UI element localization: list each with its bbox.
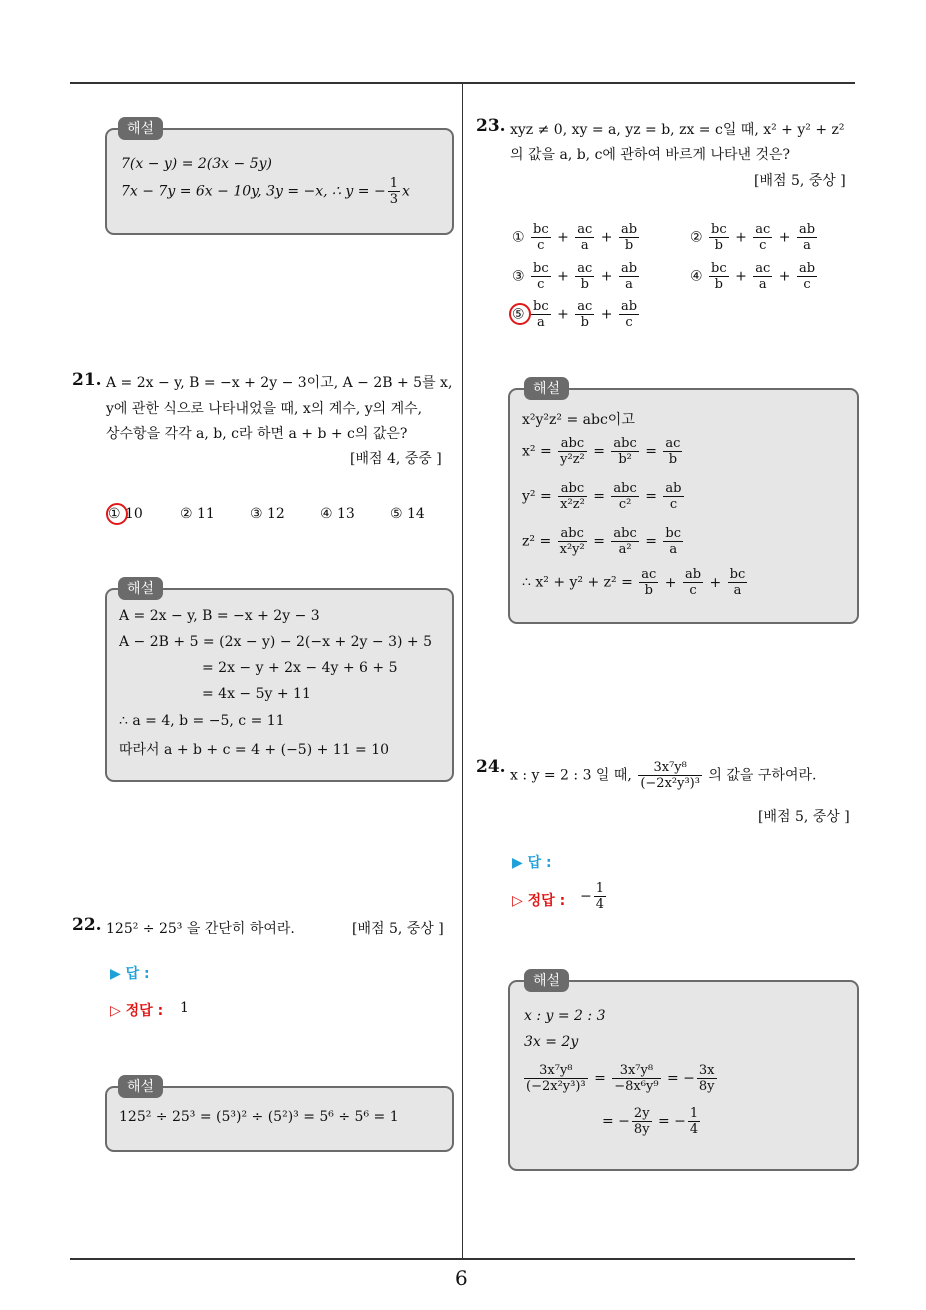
q21-solution-line3: = 2x − y + 2x − 4y + 6 + 5	[202, 660, 398, 676]
fraction: $\frac{ac}{b}$	[665, 436, 681, 467]
fraction: $\frac{bc}{a}$	[533, 299, 549, 330]
fraction: $\frac{ab}{c}$	[684, 567, 702, 598]
q21-choice-1[interactable]: ① 10	[108, 506, 143, 522]
q20-solution-line2-text: 7x − 7y = 6x − 10y, 3y = −x, ∴ y = −	[121, 183, 386, 200]
fraction: $\frac{ac}{b}$	[577, 299, 593, 330]
bottom-rule	[70, 1258, 855, 1260]
q21-solution-tag: 해설	[118, 577, 163, 600]
q20-solution-line1: 7(x − y) = 2(3x − 5y)	[121, 156, 272, 172]
fraction: $\frac{ac}{b}$	[577, 261, 593, 292]
q21-solution-line2: A − 2B + 5 = (2x − y) − 2(−x + 2y − 3) + 5	[119, 634, 432, 650]
q21-choice-2[interactable]: ② 11	[180, 506, 215, 522]
q21-solution-line6: 따라서 a + b + c = 4 + (−5) + 11 = 10	[119, 742, 390, 758]
q23-choice-2[interactable]: ② $\frac{bc}{b}$ + $\frac{ac}{c}$ + $\frac{ab}{a}$	[690, 222, 816, 253]
fraction: $\frac{\text{abc}}{\text{c²}}$	[613, 481, 637, 512]
q21-text-line3: 상수항을 각각 a, b, c라 하면 a + b + c의 값은?	[106, 426, 408, 442]
q23-choice-3[interactable]: ③ $\frac{bc}{c}$ + $\frac{ac}{b}$ + $\frac{ab}{a}$	[512, 261, 638, 292]
q23-solution-last-terms: $\frac{ac}{b}$ + $\frac{ab}{c}$ + $\frac{bc}{a}$	[641, 567, 746, 598]
q23-text-line2: 의 값을 a, b, c에 관하여 바르게 나타낸 것은?	[510, 147, 791, 163]
q24-solution-line2: 3x = 2y	[524, 1034, 579, 1050]
q24-score: [배점 5, 중상 ]	[758, 809, 850, 825]
q23-text-line1: xyz ≠ 0, xy = a, yz = b, zx = c일 때, x² + y² + z²	[510, 122, 845, 138]
q21-text-line1: A = 2x − y, B = −x + 2y − 3이고, A − 2B + 5를 x,	[106, 375, 453, 391]
q22-score: [배점 5, 중상 ]	[352, 921, 444, 937]
fraction: $\frac{ab}{c}$	[620, 299, 638, 330]
fraction: $\frac{\text{abc}}{\text{y²z²}}$	[560, 436, 585, 467]
q23-choice-5[interactable]: ⑤ $\frac{bc}{a}$ + $\frac{ac}{b}$ + $\frac{ab}{c}$	[512, 299, 638, 330]
q21-number: 21.	[72, 370, 102, 390]
q22-answer-label: ▶ 답 :	[110, 966, 150, 982]
q21-choice-5[interactable]: ⑤ 14	[390, 506, 425, 522]
q21-choice-4[interactable]: ④ 13	[320, 506, 355, 522]
fraction: $\frac{\text{abc}}{\text{a²}}$	[613, 526, 637, 557]
fraction: $\frac{bc}{a}$	[665, 526, 681, 557]
q22-solution-tag: 해설	[118, 1075, 163, 1098]
fraction: $\frac{ac}{a}$	[577, 222, 593, 253]
q24-question-fraction: $\frac{\text{3x⁷y⁸}}{\text{(−2x²y³)³}}$	[640, 760, 700, 791]
fraction: $\frac{ab}{a}$	[620, 261, 638, 292]
fraction: $\frac{ab}{b}$	[620, 222, 638, 253]
fraction: $\frac{bc}{c}$	[533, 222, 549, 253]
fraction: $\frac{ab}{a}$	[798, 222, 816, 253]
q24-text	[510, 760, 856, 791]
q24-answer-label: ▶ 답 :	[512, 855, 552, 871]
q23-choice-1[interactable]: ① $\frac{bc}{c}$ + $\frac{ac}{a}$ + $\frac{ab}{b}$	[512, 222, 638, 253]
q21-solution-line1: A = 2x − y, B = −x + 2y − 3	[119, 608, 320, 624]
q24-solution-tag: 해설	[524, 969, 569, 992]
q24-text-a: x : y = 2 : 3 일 때,	[510, 767, 632, 784]
q21-choice-3[interactable]: ③ 12	[250, 506, 285, 522]
q24-text-b: 의 값을 구하여라.	[708, 767, 817, 784]
fraction: $\frac{bc}{c}$	[533, 261, 549, 292]
q24-correct-fraction: $\frac{1}{4}$	[595, 881, 605, 912]
fraction: $\frac{bc}{b}$	[711, 222, 727, 253]
q24-correct-value: − $\frac{1}{4}$	[580, 881, 605, 912]
q23-solution-row-2: y² = $\frac{\text{abc}}{\text{x²z²}}$ = $\frac{\text{abc}}{\text{c²}}$ = $\frac{ab}{c}$	[522, 481, 682, 512]
q23-solution-row-1: x² = $\frac{\text{abc}}{\text{y²z²}}$ = $\frac{\text{abc}}{\text{b²}}$ = $\frac{ac}{b}$	[522, 436, 681, 467]
q23-score: [배점 5, 중상 ]	[754, 173, 846, 189]
q23-solution-last	[522, 567, 749, 598]
fraction: $\frac{ab}{c}$	[665, 481, 682, 512]
q23-solution-tag: 해설	[524, 377, 569, 400]
q24-number: 24.	[476, 757, 506, 777]
q20-fraction: $\frac{1}{3}$	[389, 176, 398, 207]
page-number: 6	[455, 1266, 468, 1290]
fraction: $\frac{bc}{b}$	[711, 261, 727, 292]
q20-solution-line2: 7x − 7y = 6x − 10y, 3y = −x, ∴ y = − $\frac{1}{3}$ x	[121, 176, 410, 207]
q21-solution-line4: = 4x − 5y + 11	[202, 686, 311, 702]
q22-correct-value: 1	[180, 1000, 189, 1016]
q24-solution-line3: $\frac{\text{3x⁷y⁸}}{\text{(−2x²y³)³}}$ = $\frac{\text{3x⁷y⁸}}{\text{−8x⁶y⁹}}$ = − $\frac{3x}{8y}$	[526, 1063, 715, 1094]
q22-number: 22.	[72, 915, 102, 935]
q22-text: 125² ÷ 25³ 을 간단히 하여라.	[106, 921, 295, 937]
q20-solution-tag: 해설	[118, 117, 163, 140]
column-divider	[462, 84, 463, 1259]
q22-correct-label: ▷ 정답 :	[110, 1003, 164, 1019]
fraction: $\frac{ac}{b}$	[641, 567, 657, 598]
q22-solution-line: 125² ÷ 25³ = (5³)² ÷ (5²)³ = 5⁶ ÷ 5⁶ = 1	[119, 1109, 399, 1125]
q21-score: [배점 4, 중중 ]	[350, 451, 442, 467]
q23-choice-4[interactable]: ④ $\frac{bc}{b}$ + $\frac{ac}{a}$ + $\frac{ab}{c}$	[690, 261, 816, 292]
fraction: $\frac{bc}{a}$	[729, 567, 746, 598]
fraction: $\frac{ac}{c}$	[755, 222, 771, 253]
q24-solution-line1: x : y = 2 : 3	[524, 1008, 606, 1024]
q23-number: 23.	[476, 116, 506, 136]
fraction: $\frac{\text{abc}}{\text{x²z²}}$	[560, 481, 585, 512]
q23-solution-row-3: z² = $\frac{\text{abc}}{\text{x²y²}}$ = $\frac{\text{abc}}{\text{a²}}$ = $\frac{bc}{a}$	[522, 526, 681, 557]
q24-solution-line4: = − $\frac{2y}{8y}$ = − $\frac{1}{4}$	[602, 1106, 699, 1137]
q23-solution-line1: x²y²z² = abc이고	[522, 412, 635, 428]
fraction: $\frac{ac}{a}$	[755, 261, 771, 292]
q21-solution-line5: ∴ a = 4, b = −5, c = 11	[119, 713, 285, 729]
fraction: $\frac{\text{abc}}{\text{b²}}$	[613, 436, 637, 467]
q23-solution-last-lhs: ∴ x² + y² + z² =	[522, 574, 633, 591]
fraction: $\frac{\text{abc}}{\text{x²y²}}$	[559, 526, 585, 557]
fraction: $\frac{ab}{c}$	[798, 261, 816, 292]
q24-correct-label: ▷ 정답 :	[512, 893, 566, 909]
q21-text-line2: y에 관한 식으로 나타내었을 때, x의 계수, y의 계수,	[106, 401, 423, 417]
